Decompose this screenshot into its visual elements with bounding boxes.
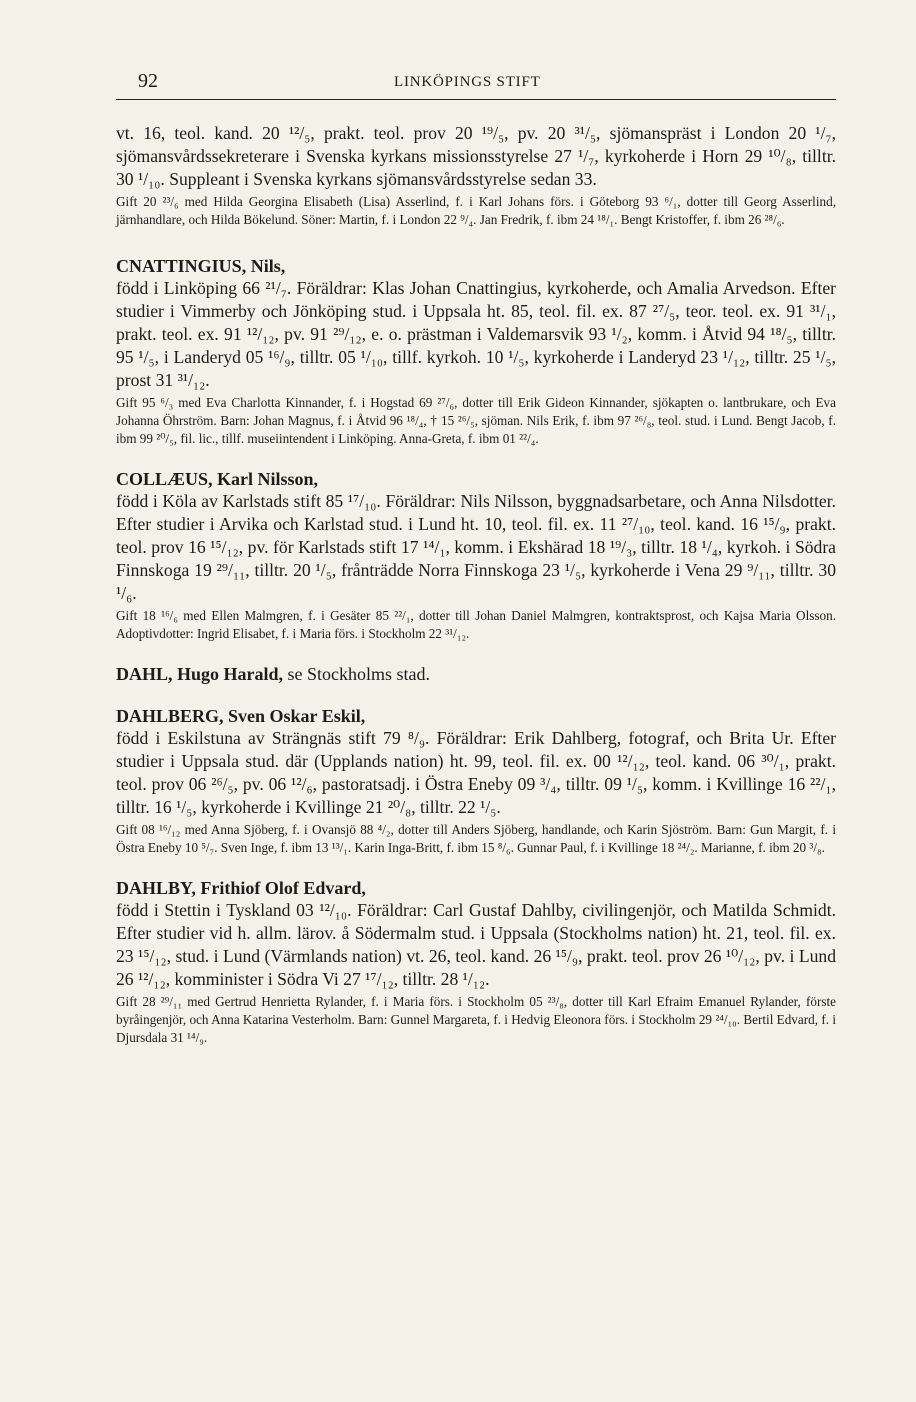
page-header	[116, 70, 916, 96]
entry-dahlby	[116, 877, 836, 1047]
entry-cnattingius	[116, 255, 836, 448]
entry-family: Gift 08 ¹⁶/₁₂ med Anna Sjöberg, f. i Ovansjö 88 ⁴/₂, dotter till Anders Sjöberg, handlande, och Karin Sjöström. Barn: Gun Margit, f. i Östra Eneby 10 ⁵/₇. Sven Inge, f. ibm 13 ¹³/₁. Karin Inga-Britt, f. ibm 15 ⁸/₆. Gunnar Paul, f. i Kvillinge 18 ²⁴/₂. Marianne, f. ibm 20 ³/₈.	[116, 822, 836, 855]
entry-name-line	[116, 663, 836, 685]
header-rule	[116, 99, 836, 100]
entry-continued	[116, 122, 836, 229]
entry-name: CNATTINGIUS, Nils,	[116, 256, 286, 276]
entry-dahl	[116, 663, 836, 685]
entry-name: DAHLBERG, Sven Oskar Eskil,	[116, 706, 366, 726]
entry-name: COLLÆUS, Karl Nilsson,	[116, 469, 319, 489]
entry-collaeus	[116, 468, 836, 643]
entry-family: Gift 95 ⁶/₃ med Eva Charlotta Kinnander, f. i Hogstad 69 ²⁷/₆, dotter till Erik Gideon Kinnander, sjökapten o. lantbrukare, och Eva Johanna Öhrström. Barn: Johan Magnus, f. i Åtvid 96 ¹⁸/₄, † 15 ²⁶/₅, sjöman. Nils Erik, f. ibm 97 ²⁶/₈, teol. stud. i Lund. Bengt Jacob, f. ibm 99 ²⁰/₅, fil. lic., tillf. museiintendent i Linköping. Anna-Greta, f. ibm 01 ²²/₄.	[116, 395, 836, 446]
page-number: 92	[138, 70, 158, 92]
running-title: LINKÖPINGS STIFT	[394, 74, 541, 90]
entry-family: Gift 28 ²⁹/₁₁ med Gertrud Henrietta Rylander, f. i Maria förs. i Stockholm 05 ²³/₈, dotter till Karl Efraim Emanuel Rylander, förste byråingenjör, och Anna Katarina Vesterholm. Barn: Gunnel Margareta, f. i Hedvig Eleonora förs. i Stockholm 29 ²⁴/₁₀. Bertil Edvard, f. i Djursdala 31 ¹⁴/₉.	[116, 994, 836, 1045]
entry-dahlberg	[116, 705, 836, 857]
entry-name: DAHLBY, Frithiof Olof Edvard,	[116, 878, 366, 898]
entry-biography: född i Stettin i Tyskland 03 ¹²/₁₀. Föräldrar: Carl Gustaf Dahlby, civilingenjör, och Matilda Schmidt. Efter studier vid h. allm. lärov. å Södermalm stud. i Uppsala (Stockholms nation) ht. 21, teol. fil. ex. 23 ¹⁵/₁₂, stud. i Lund (Värmlands nation) vt. 26, teol. kand. 26 ¹⁵/₉, prakt. teol. prov 26 ¹⁰/₁₂, pv. i Lund 26 ¹²/₁₂, komminister i Södra Vi 27 ¹⁷/₁₂, tilltr. 28 ¹/₁₂.	[116, 900, 836, 989]
entry-biography: född i Köla av Karlstads stift 85 ¹⁷/₁₀. Föräldrar: Nils Nilsson, byggnadsarbetare, och Anna Nilsdotter. Efter studier i Arvika och Karlstad stud. i Lund ht. 10, teol. fil. ex. 11 ²⁷/₁₀, teol. kand. 16 ¹⁵/₉, prakt. teol. prov 16 ¹⁵/₁₂, pv. för Karlstads stift 17 ¹⁴/₁, komm. i Ekshärad 18 ¹⁹/₃, tilltr. 18 ¹/₄, kyrkoh. i Södra Finnskoga 19 ²⁹/₁₁, tilltr. 20 ¹/₅, frånträdde Norra Finnskoga 23 ¹/₅, kyrkoherde i Vena 29 ⁹/₁₁, tilltr. 30 ¹/₆.	[116, 491, 836, 603]
page-body	[116, 122, 836, 1067]
entry-name: DAHL, Hugo Harald,	[116, 664, 284, 684]
entry-biography: vt. 16, teol. kand. 20 ¹²/₅, prakt. teol. prov 20 ¹⁹/₅, pv. 20 ³¹/₅, sjömanspräst i London 20 ¹/₇, sjömansvårdssekreterare i Svenska kyrkans missionsstyrelse 27 ¹/₇, kyrkoherde i Horn 29 ¹⁰/₈, tilltr. 30 ¹/₁₀. Suppleant i Svenska kyrkans sjömansvårdsstyrelse sedan 33.	[116, 123, 836, 189]
entry-family: Gift 20 ²³/₆ med Hilda Georgina Elisabeth (Lisa) Asserlind, f. i Karl Johans förs. i Göteborg 93 ⁶/₁, dotter till Georg Asserlind, järnhandlare, och Hilda Bökelund. Söner: Martin, f. i London 22 ⁹/₄. Jan Fredrik, f. ibm 24 ¹⁸/₁. Bengt Kristoffer, f. ibm 26 ²⁸/₆.	[116, 194, 836, 227]
entry-family: Gift 18 ¹⁶/₆ med Ellen Malmgren, f. i Gesäter 85 ²²/₁, dotter till Johan Daniel Malmgren, kontraktsprost, och Kajsa Maria Olsson. Adoptivdotter: Ingrid Elisabet, f. i Maria förs. i Stockholm 22 ³¹/₁₂.	[116, 608, 836, 641]
cross-reference: se Stockholms stad.	[287, 664, 431, 684]
entry-biography: född i Linköping 66 ²¹/₇. Föräldrar: Klas Johan Cnattingius, kyrkoherde, och Amalia Arvedson. Efter studier i Vimmerby och Jönköping stud. i Uppsala ht. 85, teol. fil. ex. 87 ²⁷/₅, teor. teol. ex. 91 ³¹/₁, prakt. teol. ex. 91 ¹²/₁₂, pv. 91 ²⁹/₁₂, e. o. prästman i Valdemarsvik 93 ¹/₂, komm. i Åtvid 94 ¹⁸/₅, tilltr. 95 ¹/₅, i Landeryd 05 ¹⁶/₉, tilltr. 05 ¹/₁₀, tillf. kyrkoh. 10 ¹/₅, kyrkoherde i Landeryd 23 ¹/₁₂, tilltr. 25 ¹/₅, prost 31 ³¹/₁₂.	[116, 278, 836, 390]
entry-biography: född i Eskilstuna av Strängnäs stift 79 ⁸/₉. Föräldrar: Erik Dahlberg, fotograf, och Brita Ur. Efter studier i Uppsala stud. där (Upplands nation) ht. 99, teol. fil. ex. 00 ¹²/₁₂, teol. kand. 06 ³⁰/₁, prakt. teol. prov 06 ²⁶/₅, pv. 06 ¹²/₆, pastoratsadj. i Östra Eneby 09 ³/₄, tilltr. 09 ¹/₅, komm. i Kvillinge 16 ²²/₁, tilltr. 16 ¹/₅, kyrkoherde i Kvillinge 21 ²⁰/₈, tilltr. 22 ¹/₅.	[116, 728, 836, 817]
